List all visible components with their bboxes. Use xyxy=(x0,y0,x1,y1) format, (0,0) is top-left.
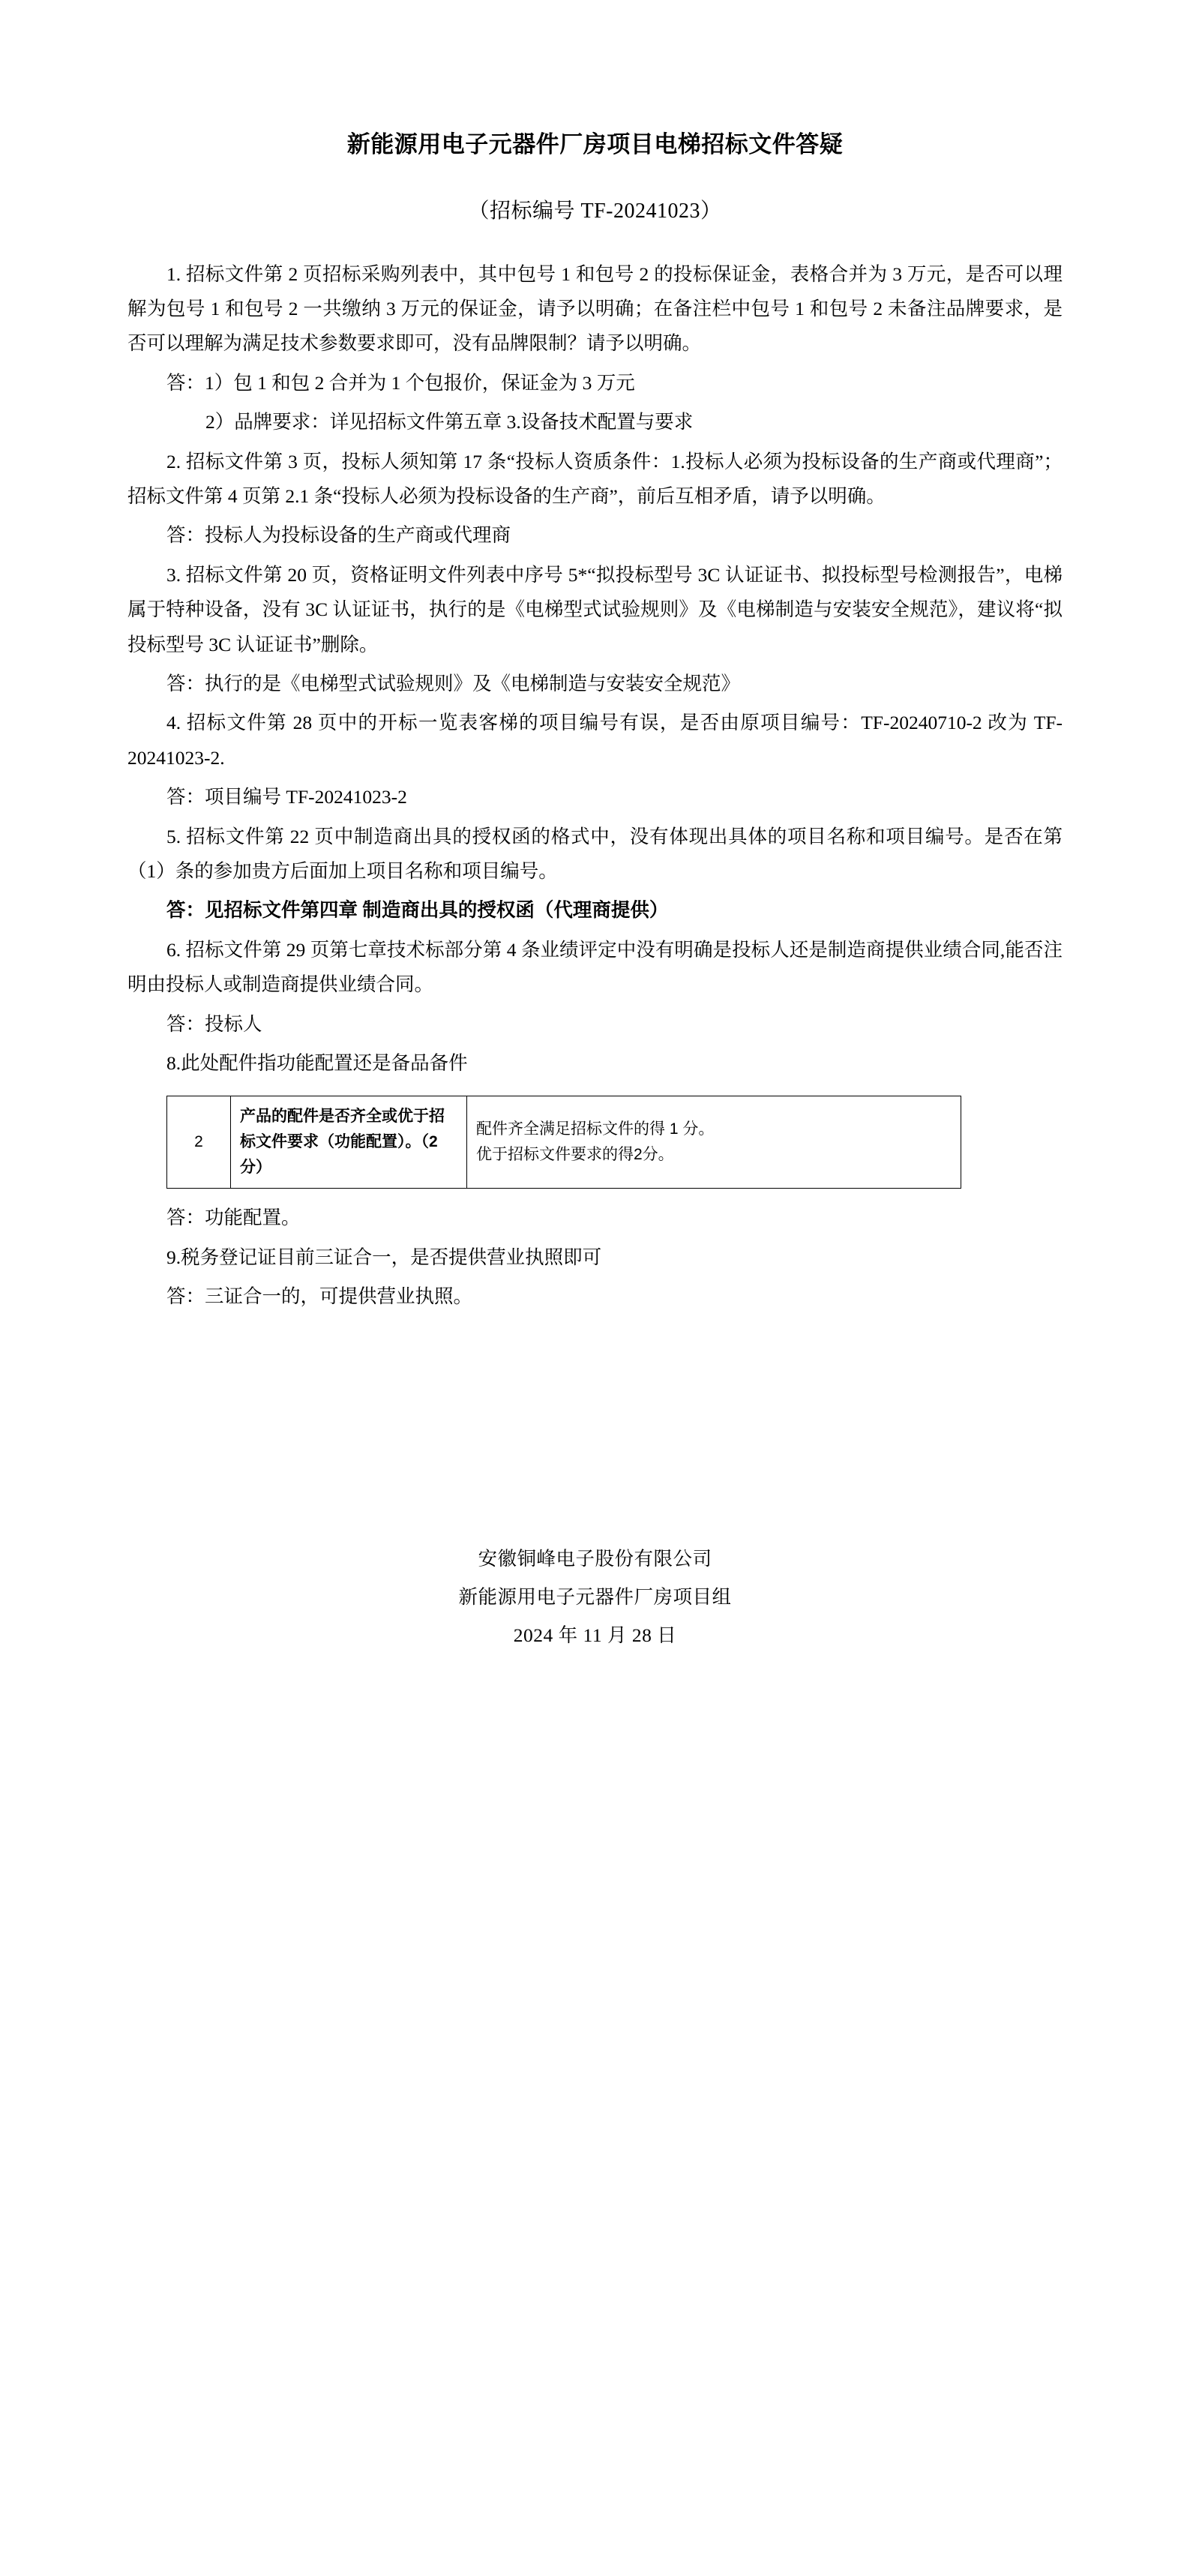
qa-question-6: 6. 招标文件第 29 页第七章技术标部分第 4 条业绩评定中没有明确是投标人还是制造商提供业绩合同,能否注明由投标人或制造商提供业绩合同。 xyxy=(127,938,1063,996)
qa-answer-1b-text: 2）品牌要求：详见招标文件第五章 3.设备技术配置与要求 xyxy=(205,411,694,433)
qa-question-3: 3. 招标文件第 20 页，资格证明文件列表中序号 5*“拟投标型号 3C 认证证书、拟投标型号检测报告”，电梯属于特种设备，没有 3C 认证证书，执行的是《电梯型式试验规则》及《电梯制造与安装安全规范》，建议将“拟投标型号 3C 认证证书”删除。 xyxy=(127,563,1063,655)
page-subtitle: （招标编号 TF-20241023） xyxy=(468,199,722,223)
signature-block xyxy=(127,1540,1063,1654)
qa-question-8: 8.此处配件指功能配置还是备品备件 xyxy=(166,1052,468,1075)
table-cell-number: 2 xyxy=(167,1096,231,1189)
signature-date: 2024 年 11 月 28 日 xyxy=(513,1624,677,1646)
page-title: 新能源用电子元器件厂房项目电梯招标文件答疑 xyxy=(346,131,844,157)
qa-question-2: 2. 招标文件第 3 页，投标人须知第 17 条“投标人资质条件：1.投标人必须为投标设备的生产商或代理商”；招标文件第 4 页第 2.1 条“投标人必须为投标设备的生产商”，前后互相矛盾，请予以明确。 xyxy=(127,450,1063,507)
qa-answer-5: 答：见招标文件第四章 制造商出具的授权函（代理商提供） xyxy=(166,899,669,922)
qa-answer-9: 答：三证合一的，可提供营业执照。 xyxy=(166,1285,473,1308)
table-cell-item: 产品的配件是否齐全或优于招标文件要求（功能配置）。（2分） xyxy=(231,1096,467,1189)
table-cell-description-line2: 优于招标文件要求的得2分。 xyxy=(476,1146,674,1164)
qa-answer-4: 答：项目编号 TF-20241023-2 xyxy=(166,786,407,808)
table-cell-description-line1: 配件齐全满足招标文件的得 1 分。 xyxy=(476,1120,715,1138)
bottom-spacer xyxy=(127,1654,1063,1684)
qa-question-4: 4. 招标文件第 28 页中的开标一览表客梯的项目编号有误，是否由原项目编号：TF-20240710-2 改为 TF-20241023-2. xyxy=(127,712,1063,769)
qa-answer-1b xyxy=(127,405,1063,439)
score-table xyxy=(166,1096,961,1189)
qa-answer-8: 答：功能配置。 xyxy=(166,1207,301,1229)
table-row xyxy=(167,1096,961,1189)
qa-answer-6: 答：投标人 xyxy=(166,1012,262,1035)
qa-answer-1a: 答：1）包 1 和包 2 合并为 1 个包报价，保证金为 3 万元 xyxy=(166,371,635,394)
qa-answer-3: 答：执行的是《电梯型式试验规则》及《电梯制造与安装安全规范》 xyxy=(166,672,741,694)
qa-question-9: 9.税务登记证目前三证合一，是否提供营业执照即可 xyxy=(166,1246,602,1268)
qa-answer-2: 答：投标人为投标设备的生产商或代理商 xyxy=(166,524,511,547)
table-cell-description xyxy=(467,1096,961,1189)
qa-question-1: 1. 招标文件第 2 页招标采购列表中，其中包号 1 和包号 2 的投标保证金，表格合并为 3 万元，是否可以理解为包号 1 和包号 2 一共缴纳 3 万元的保证金，请予以明确；在备注栏中包号 1 和包号 2 未备注品牌要求，是否可以理解为满足技术参数要求即可，没有品牌限制？请予以明确。 xyxy=(127,262,1063,355)
score-table-wrapper xyxy=(166,1096,961,1189)
signature-company: 安徽铜峰电子股份有限公司 xyxy=(478,1547,712,1570)
qa-question-5: 5. 招标文件第 22 页中制造商出具的授权函的格式中，没有体现出具体的项目名称和项目编号。是否在第（1）条的参加贵方后面加上项目名称和项目编号。 xyxy=(127,825,1063,882)
signature-department: 新能源用电子元器件厂房项目组 xyxy=(458,1585,732,1608)
